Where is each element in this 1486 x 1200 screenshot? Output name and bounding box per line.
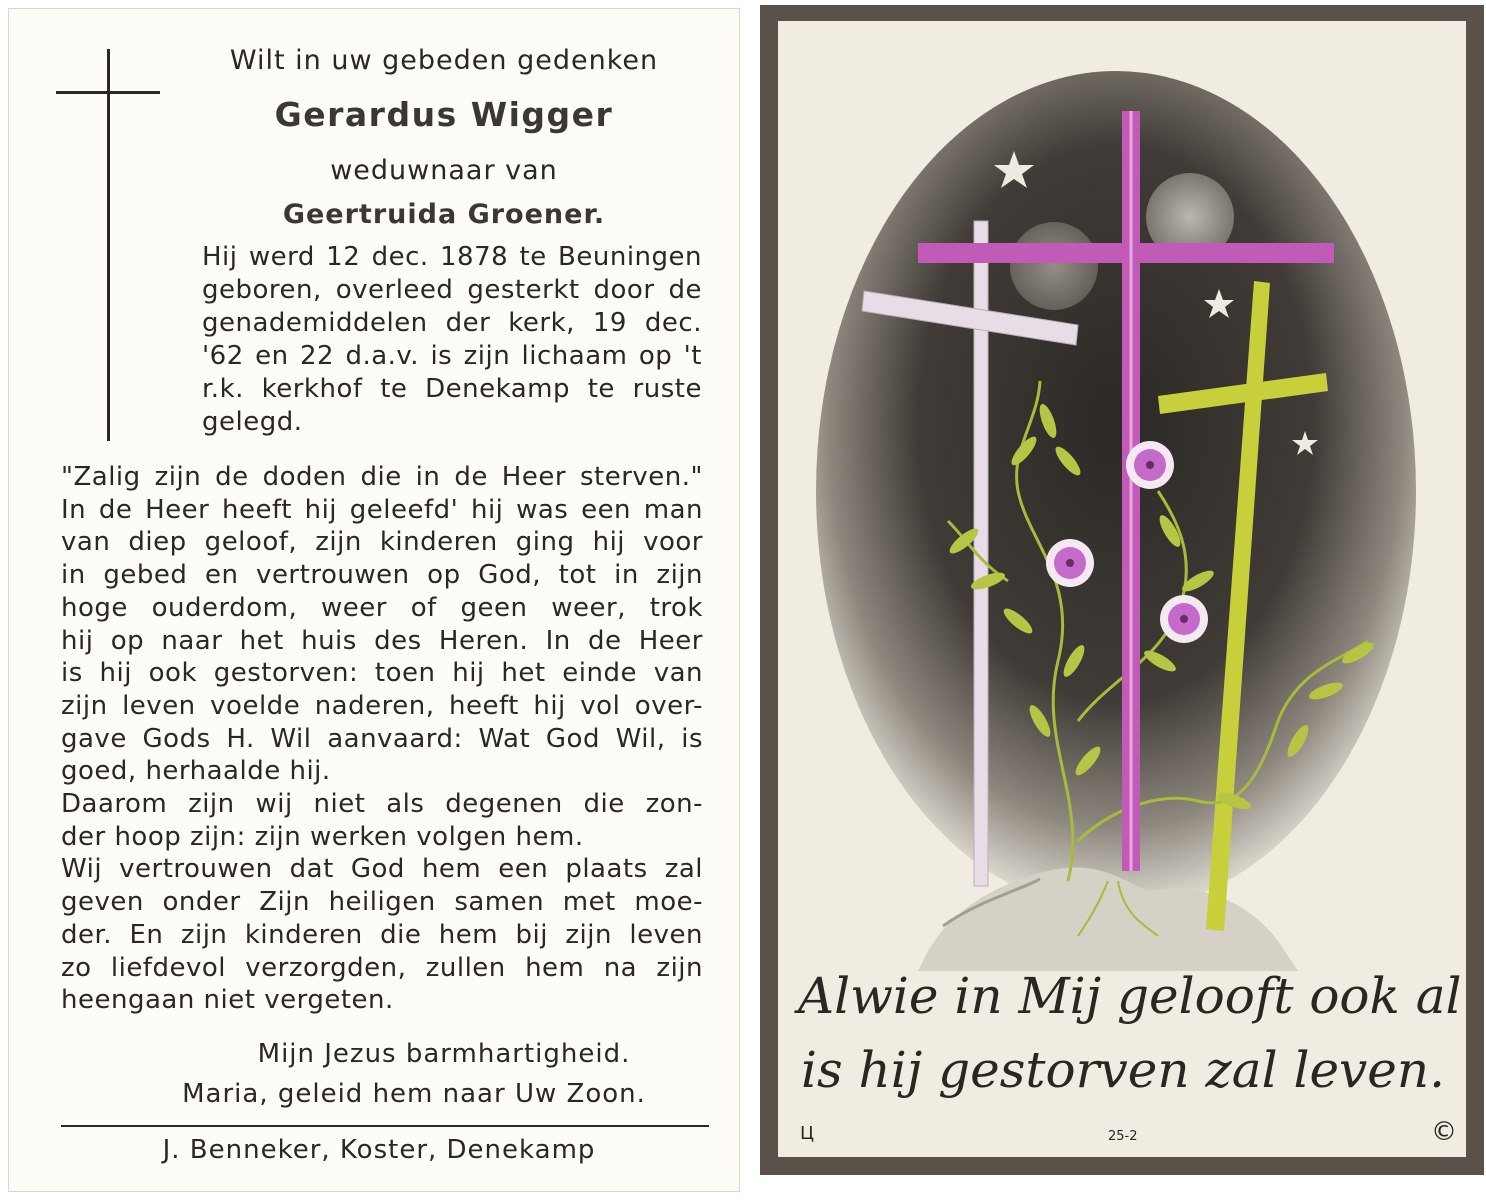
memorial-body-text xyxy=(61,461,703,1017)
picture-panel xyxy=(778,21,1466,1157)
body-line: geven onder Zijn heiligen samen met moe- xyxy=(61,887,703,918)
body-line: gave Gods H. Wil aanvaard: Wat God Wil, is xyxy=(61,723,703,754)
memorial-picture-card xyxy=(760,5,1484,1175)
spouse-name: Geertruida Groener. xyxy=(282,199,606,230)
body-line: in gebed en vertrouwen op God, tot in zijn xyxy=(61,560,703,591)
body-line: "Zalig zijn de doden die in de Heer sterven." xyxy=(61,462,703,492)
body-line: hoge ouderdom, weer of geen weer, trok xyxy=(61,592,703,623)
prayer-line-1: Mijn Jezus barmhartigheid. xyxy=(257,1039,631,1069)
pink-cross-bar xyxy=(918,243,1334,263)
cross-icon-bar xyxy=(56,91,160,94)
memorial-text-card xyxy=(8,8,740,1192)
widower-of-line: weduwnaar van xyxy=(330,155,558,186)
bio-line: gelegd. xyxy=(202,407,303,437)
body-line: In de Heer heeft hij geleefd' hij was een man xyxy=(61,494,703,525)
body-line: der hoop zijn: zijn werken volgen hem. xyxy=(61,821,584,852)
body-line: van diep geloof, zijn kinderen ging hij voor xyxy=(61,527,703,558)
divider xyxy=(61,1125,709,1127)
body-line: is hij ook gestorven: toen hij het einde van xyxy=(61,658,703,689)
biography-paragraph xyxy=(202,241,702,439)
card-code: 25-2 xyxy=(1108,1129,1138,1144)
printer-mark-icon: Ц xyxy=(800,1123,814,1144)
flower-icon xyxy=(1046,539,1094,587)
bio-line: genademiddelen der kerk, 19 dec. xyxy=(202,308,702,338)
body-line: Wij vertrouwen dat God hem een plaats zal xyxy=(61,854,703,885)
body-line: der. En zijn kinderen die hem bij zijn leven xyxy=(61,919,703,950)
intro-line: Wilt in uw gebeden gedenken xyxy=(229,45,659,76)
bio-line: Hij werd 12 dec. 1878 te Beuningen xyxy=(202,242,702,272)
flower-icon xyxy=(1160,595,1208,643)
body-line: Daarom zijn wij niet als degenen die zon- xyxy=(61,789,703,820)
prayer-line-2: Maria, geleid hem naar Uw Zoon. xyxy=(182,1079,646,1109)
bio-line: '62 en 22 d.a.v. is zijn lichaam op 't xyxy=(202,341,702,371)
body-line: goed, herhaalde hij. xyxy=(61,756,331,787)
body-line: zijn leven voelde naderen, heeft hij vol over- xyxy=(61,690,703,721)
bio-line: r.k. kerkhof te Denekamp te ruste xyxy=(202,374,702,404)
publisher-mark-icon: © xyxy=(1431,1117,1457,1147)
deceased-name: Gerardus Wigger xyxy=(274,95,614,134)
verse-line-1: Alwie in Mij gelooft ook al xyxy=(798,967,1462,1025)
body-line: heengaan niet vergeten. xyxy=(61,985,394,1016)
moon-icon xyxy=(1010,222,1098,310)
flower-icon xyxy=(1126,441,1174,489)
cross-icon xyxy=(107,49,110,441)
body-line: hij op naar het huis des Heren. In de Heer xyxy=(61,625,703,656)
verse-line-2: is hij gestorven zal leven. xyxy=(801,1041,1445,1099)
body-line: zo liefdevol verzorgden, zullen hem na zijn xyxy=(61,952,703,983)
printer-credit: J. Benneker, Koster, Denekamp xyxy=(162,1135,596,1165)
bio-line: geboren, overleed gesterkt door de xyxy=(202,275,702,305)
night-sky xyxy=(816,71,1416,911)
